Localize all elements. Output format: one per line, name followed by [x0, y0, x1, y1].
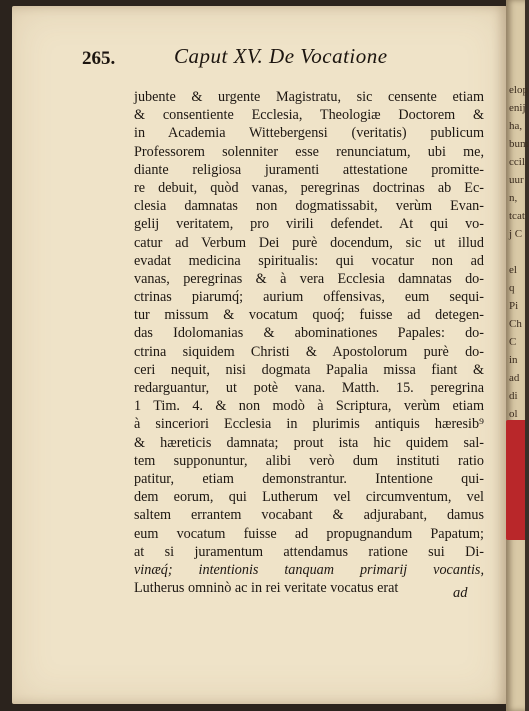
text-line: evadat medicina spiritualis: qui vocatur non ad: [134, 252, 484, 269]
margin-fragment: di: [509, 390, 518, 402]
margin-fragment: tcat: [509, 210, 525, 222]
text-line: jubente & urgente Magistratu, sic censente etiam: [134, 89, 484, 105]
text-line: re debuit, quòd vanas, peregrinas doctrinas ab Ec-: [134, 179, 484, 196]
margin-fragment: Pi: [509, 300, 519, 312]
text-line: Professorem solenniter esse renunciatum, ubi me,: [134, 143, 484, 160]
margin-fragment: enij: [509, 102, 526, 114]
margin-fragment: elop: [509, 84, 528, 96]
text-line: ctrinas piarumq́; aurium offensivas, eum sequi-: [134, 289, 484, 306]
text-line: saltem errantem vocabant & adjurabant, damus: [134, 507, 484, 524]
margin-fragment: Ch: [509, 318, 522, 330]
margin-fragment: q: [509, 282, 515, 294]
text-line: tem supponuntur, alibi verò dum instituti ratio: [134, 452, 484, 469]
adjacent-page-edge: [506, 0, 529, 711]
text-line: eum vocatum fuisse ad propugnandum Papatum;: [134, 525, 484, 542]
text-line: catur ad Verbum Dei purè docendum, sic ut illud: [134, 234, 484, 251]
text-line: vanas, peregrinas & à vera Ecclesia damnatas do-: [134, 270, 484, 287]
catchword: ad: [453, 585, 468, 601]
text-line: ceri nequit, nisi dogmata Papalia missa fiant &: [134, 361, 484, 378]
margin-fragment: ad: [509, 372, 520, 384]
margin-fragment: n,: [509, 192, 518, 204]
page-header: [82, 44, 482, 74]
margin-fragment: j C: [509, 228, 523, 240]
margin-fragment: uur: [509, 174, 524, 186]
text-line: Lutherus omninò ac in rei veritate vocatus erat: [134, 580, 399, 597]
text-line: gelij veritatem, pro virili defendet. At qui vo-: [134, 216, 484, 233]
margin-fragment: bum: [509, 138, 529, 150]
text-line: at si juramentum attendamus ratione sui Di-: [134, 543, 484, 560]
text-line: ctrina siquidem Christi & Apostolorum purè do-: [134, 343, 484, 360]
margin-fragment: ccil: [509, 156, 525, 168]
margin-fragment: in: [509, 354, 518, 366]
margin-fragment: C: [509, 336, 517, 348]
body-text: [134, 88, 484, 597]
text-line: patitur, etiam demonstrantur. Intentione qui-: [134, 470, 484, 487]
text-line: tur missum & vocatum quoq́; fuisse ad detegen-: [134, 307, 484, 324]
margin-fragment: el: [509, 264, 517, 276]
text-line: & consentiente Ecclesia, Theologiæ Doctorem &: [134, 107, 484, 124]
margin-fragment: ha,: [509, 120, 523, 132]
text-line: in Academia Wittebergensi (veritatis) publicum: [134, 125, 484, 142]
red-bookmark-tab: [506, 420, 525, 540]
text-line: dem eorum, qui Lutherum vel circumventum, vel: [134, 489, 484, 506]
running-head: Caput XV. De Vocatione: [174, 44, 388, 68]
text-line: vinæq́; intentionis tanquam primarij vocantis,: [134, 561, 484, 578]
text-line: diante religiosa juramenti attestatione promitte-: [134, 161, 484, 178]
text-line: clesia damnatas non dogmatissabit, verùm Evan-: [134, 198, 484, 215]
text-line: das Idolomanias & abominationes Papales: do-: [134, 325, 484, 342]
text-line: à sinceriori Ecclesia in plurimis antiquis hæresib⁹: [134, 416, 484, 433]
text-line: & hæreticis damnata; prout ista hic quidem sal-: [134, 434, 484, 451]
text-line: 1 Tim. 4. & non modò à Scriptura, verùm etiam: [134, 398, 484, 415]
page-number: 265.: [82, 48, 116, 69]
text-line: redarguantur, ut potè vana. Matth. 15. peregrina: [134, 380, 484, 396]
margin-fragment: ol: [509, 408, 518, 420]
